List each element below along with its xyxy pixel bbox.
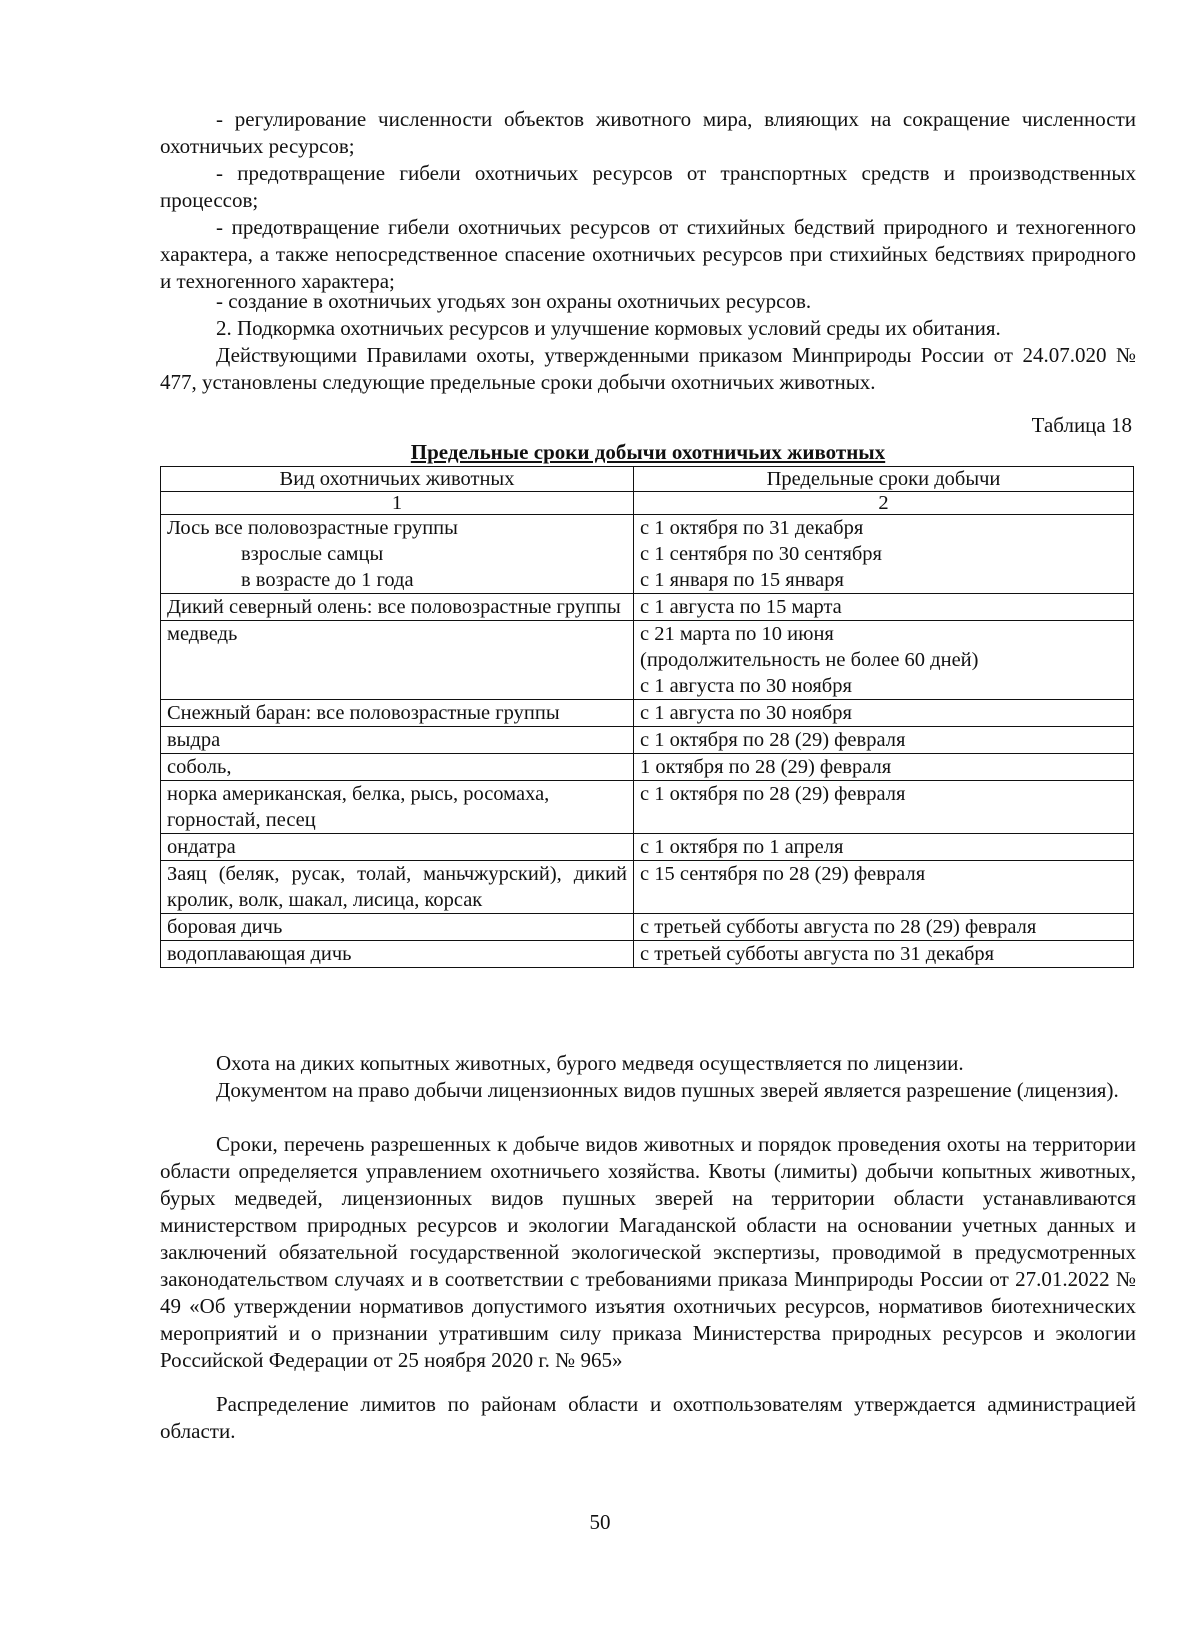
period-cell: с 15 сентября по 28 (29) февраля	[634, 861, 1134, 914]
table-caption: Предельные сроки добычи охотничьих животных	[410, 440, 886, 464]
period-line: с 1 сентября по 30 сентября	[640, 543, 882, 565]
period-cell: 1 октября по 28 (29) февраля	[634, 754, 1134, 781]
table-row	[161, 515, 1134, 594]
quotas-paragraph: Сроки, перечень разрешенных к добыче видов животных и порядок проведения охоты на территории области определяется управлением охотничьего хозяйства. Квоты (лимиты) добычи копытных животных, бурых медведей, лицензионных видов пушных зверей на территории области устанавливаются министерством природных ресурсов и экологии Магаданской области на основании учетных данных и заключений обязательной государственной экологической экспертизы, проводимой в предусмотренных законодательством случаях и в соответствии с требованиями приказа Минприроды России от 27.01.2022 № 49 «Об утверждении нормативов допустимого изъятия охотничьих ресурсов, нормативов биотехнических мероприятий и о признании утратившим силу приказа Министерства природных ресурсов и экологии Российской Федерации от 25 ноября 2020 г. № 965»	[160, 1132, 1136, 1372]
table-row	[161, 700, 1134, 727]
species-cell: Снежный баран: все половозрастные группы	[161, 700, 634, 727]
table-row	[161, 834, 1134, 861]
species-cell: соболь,	[161, 754, 634, 781]
license-paragraph: Охота на диких копытных животных, бурого медведя осуществляется по лицензии.	[216, 1051, 964, 1075]
intro-rules-paragraph: Действующими Правилами охоты, утвержденными приказом Минприроды России от 24.07.020 № 477, установлены следующие предельные сроки добычи охотничьих животных.	[160, 343, 1136, 394]
period-cell	[634, 515, 1134, 594]
table-number: Таблица 18	[1031, 413, 1132, 437]
period-line: с 1 октября по 31 декабря	[640, 517, 864, 539]
distribution-paragraph: Распределение лимитов по районам области и охотпользователям утверждается администрацией области.	[160, 1392, 1136, 1443]
intro-bullet-protection-zones: - создание в охотничьих угодьях зон охраны охотничьих ресурсов.	[216, 289, 812, 313]
header-species: Вид охотничьих животных	[161, 467, 634, 492]
period-cell: с 1 августа по 30 ноября	[634, 700, 1134, 727]
species-cell: выдра	[161, 727, 634, 754]
period-cell: с 1 октября по 28 (29) февраля	[634, 727, 1134, 754]
species-cell: медведь	[161, 621, 634, 700]
period-cell: с третьей субботы августа по 28 (29) февраля	[634, 914, 1134, 941]
period-cell: с третьей субботы августа по 31 декабря	[634, 941, 1134, 968]
period-line: (продолжительность не более 60 дней)	[640, 649, 979, 671]
page-number: 50	[589, 1510, 611, 1534]
table-row	[161, 781, 1134, 834]
period-cell: с 1 октября по 28 (29) февраля	[634, 781, 1134, 834]
period-line: с 1 августа по 30 ноября	[640, 675, 852, 697]
period-cell: с 1 августа по 15 марта	[634, 594, 1134, 621]
species-line: взрослые самцы	[241, 543, 384, 565]
period-cell: с 1 октября по 1 апреля	[634, 834, 1134, 861]
col-number-2: 2	[634, 492, 1134, 515]
table-header-row	[161, 467, 1134, 492]
intro-bullet-transport: - предотвращение гибели охотничьих ресурсов от транспортных средств и производственных процессов;	[160, 161, 1136, 212]
header-periods: Предельные сроки добычи	[634, 467, 1134, 492]
species-cell: боровая дичь	[161, 914, 634, 941]
table-row	[161, 861, 1134, 914]
species-line: Лось все половозрастные группы	[167, 517, 458, 539]
species-cell: Дикий северный олень: все половозрастные группы	[161, 594, 634, 621]
table-row	[161, 941, 1134, 968]
period-cell	[634, 621, 1134, 700]
table-number-row	[161, 492, 1134, 515]
species-cell	[161, 515, 634, 594]
table-row	[161, 727, 1134, 754]
intro-bullet-regulation: - регулирование численности объектов животного мира, влияющих на сокращение численности охотничьих ресурсов;	[160, 107, 1136, 158]
species-line: в возрасте до 1 года	[241, 569, 414, 591]
species-cell: ондатра	[161, 834, 634, 861]
species-cell: норка американская, белка, рысь, росомаха, горностай, песец	[161, 781, 634, 834]
fur-license-paragraph: Документом на право добычи лицензионных видов пушных зверей является разрешение (лицензия).	[216, 1078, 1119, 1102]
species-cell: водоплавающая дичь	[161, 941, 634, 968]
species-cell: Заяц (беляк, русак, толай, маньчжурский), дикий кролик, волк, шакал, лисица, корсак	[161, 861, 634, 914]
period-line: с 21 марта по 10 июня	[640, 623, 834, 645]
table-row	[161, 594, 1134, 621]
hunting-limits-table	[160, 466, 1134, 968]
intro-item-feeding: 2. Подкормка охотничьих ресурсов и улучшение кормовых условий среды их обитания.	[216, 316, 1001, 340]
period-line: с 1 января по 15 января	[640, 569, 844, 591]
col-number-1: 1	[161, 492, 634, 515]
table-row	[161, 754, 1134, 781]
intro-bullet-disasters: - предотвращение гибели охотничьих ресурсов от стихийных бедствий природного и техногенного характера, а также непосредственное спасение охотничьих ресурсов при стихийных бедствиях природного и техногенного характера;	[160, 215, 1136, 293]
table-row	[161, 914, 1134, 941]
table-row	[161, 621, 1134, 700]
